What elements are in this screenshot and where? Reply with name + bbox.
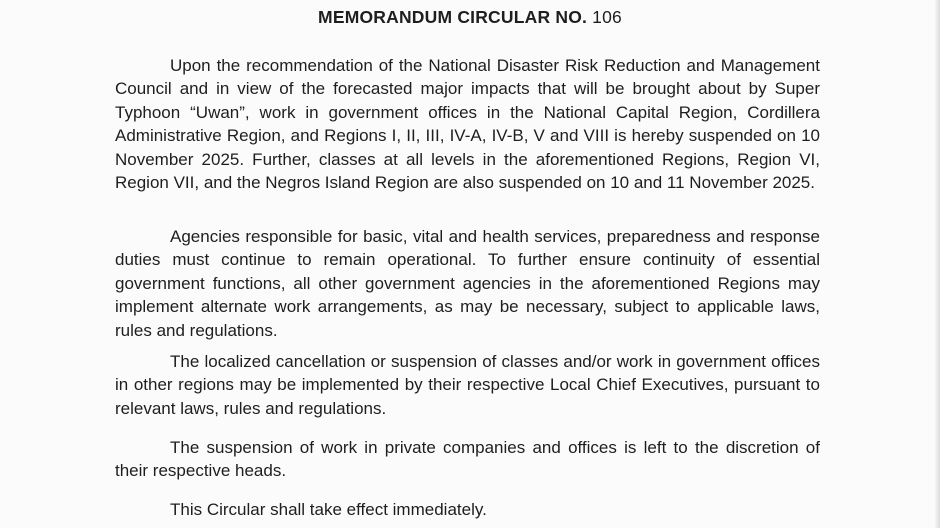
page-edge-shadow — [934, 0, 940, 528]
paragraph-suspension-notice: Upon the recommendation of the National Disaster Risk Reduction and Management Council and in view of the forecasted major impacts that will be brought about by Super Typhoon “Uwan”, work in government offices in the National Capital Region, Cordillera Administrative Region, and Regions I, II, III, IV-A, IV-B, V and VIII is hereby suspended on 10 November 2025. Further, classes at all levels in the aforementioned Regions, Region VI, Region VII, and the Negros Island Region are also suspended on 10 and 11 November 2025. — [115, 56, 820, 193]
paragraph-effectivity: This Circular shall take effect immediately. — [170, 500, 487, 519]
paragraph-private-companies: The suspension of work in private companies and offices is left to the discretion of their respective heads. — [115, 438, 820, 481]
circular-number: 106 — [592, 7, 622, 27]
paragraph-local-executives: The localized cancellation or suspension of classes and/or work in government offices in other regions may be implemented by their respective Local Chief Executives, pursuant to relevant laws, rules and regulations. — [115, 352, 820, 418]
title-prefix: MEMORANDUM CIRCULAR NO. — [318, 7, 593, 27]
memorandum-title — [0, 7, 940, 28]
paragraph-essential-services: Agencies responsible for basic, vital and health services, preparedness and response duties must continue to remain operational. To further ensure continuity of essential government functions, all other government agencies in the aforementioned Regions may implement alternate work arrangements, as may be necessary, subject to applicable laws, rules and regulations. — [115, 227, 820, 340]
